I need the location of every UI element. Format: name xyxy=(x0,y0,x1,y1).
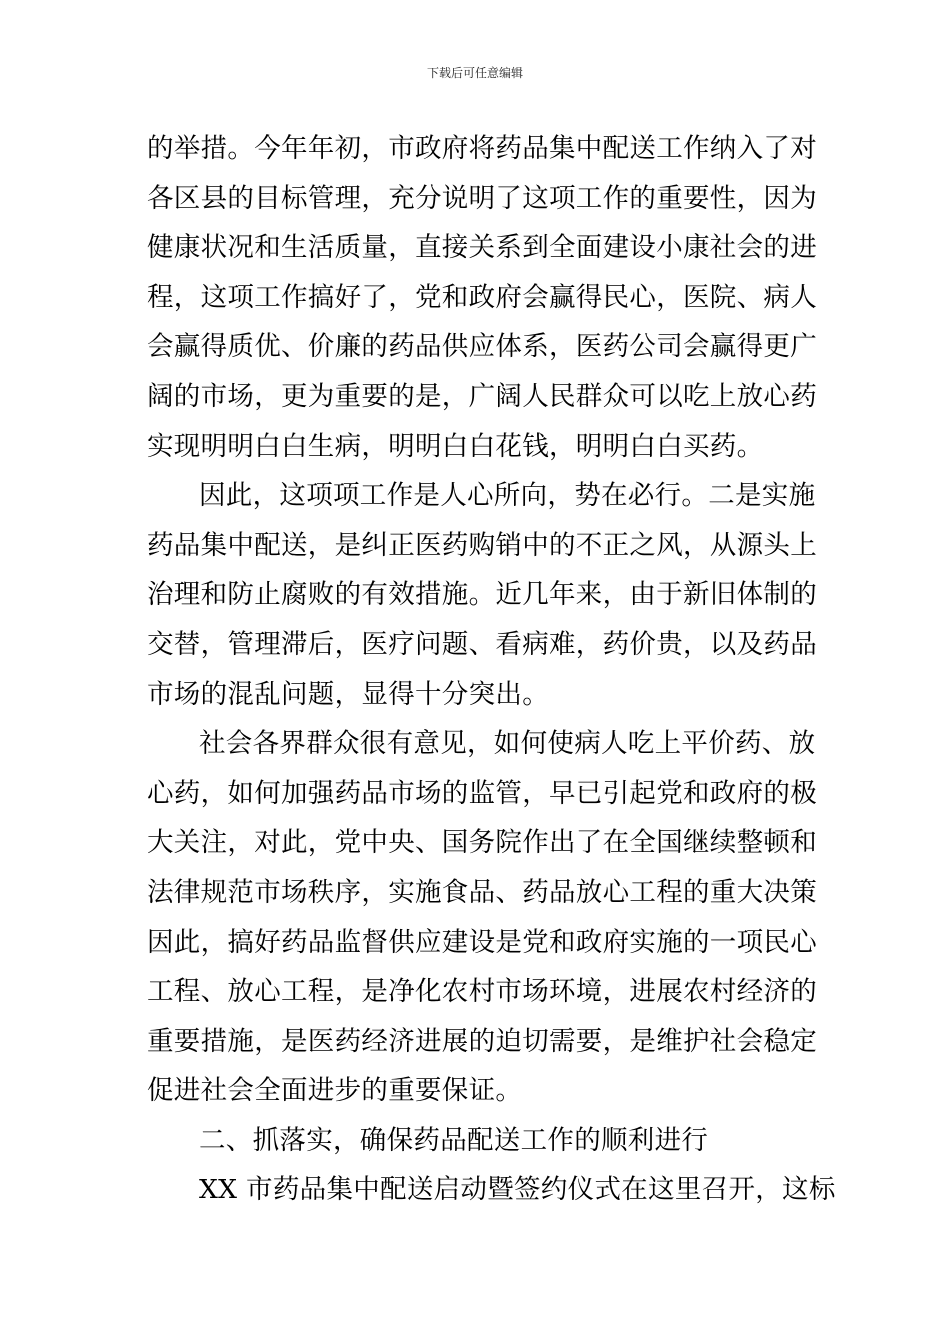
text-line: 促进社会全面进步的重要保证。 xyxy=(147,1075,523,1107)
text-line: 实现明明白白生病，明明白白花钱，明明白白买药。 xyxy=(147,430,764,462)
text-line: 交替，管理滞后，医疗问题、看病难，药价贵，以及药品 xyxy=(147,628,817,660)
text-line: 阔的市场，更为重要的是，广阔人民群众可以吃上放心药 xyxy=(147,380,817,412)
text-line: 各区县的目标管理，充分说明了这项工作的重要性，因为 xyxy=(147,182,817,214)
text-line: 重要措施，是医药经济进展的迫切需要，是维护社会稳定 xyxy=(147,1025,817,1057)
text-line: 大关注，对此，党中央、国务院作出了在全国继续整顿和 xyxy=(147,827,817,859)
text-line: 治理和防止腐败的有效措施。近几年来，由于新旧体制的 xyxy=(147,579,817,611)
paragraph-start-line: 社会各界群众很有意见，如何使病人吃上平价药、放 xyxy=(199,728,816,760)
text-line: 市场的混乱问题，显得十分突出。 xyxy=(147,678,549,710)
text-line: 法律规范市场秩序，实施食品、药品放心工程的重大决策 xyxy=(147,876,817,908)
paragraph-start-line: 因此，这项项工作是人心所向，势在必行。二是实施 xyxy=(199,480,816,512)
page-header: 下载后可任意编辑 xyxy=(426,66,523,80)
text-line: 健康状况和生活质量，直接关系到全面建设小康社会的进 xyxy=(147,232,817,264)
text-line: 工程、放心工程，是净化农村市场环境，进展农村经济的 xyxy=(147,976,817,1008)
text-line: 程，这项工作搞好了，党和政府会赢得民心，医院、病人 xyxy=(147,281,817,313)
text-line: 因此，搞好药品监督供应建设是党和政府实施的一项民心 xyxy=(147,926,817,958)
text-line: 会赢得质优、价廉的药品供应体系，医药公司会赢得更广 xyxy=(147,331,817,363)
text-line: 心药，如何加强药品市场的监管，早已引起党和政府的极 xyxy=(147,777,817,809)
text-line: 药品集中配送，是纠正医药购销中的不正之风，从源头上 xyxy=(147,529,817,561)
document-body xyxy=(147,124,836,1215)
section-heading: 二、抓落实，确保药品配送工作的顺利进行 xyxy=(199,1124,709,1156)
text-line: 的举措。今年年初，市政府将药品集中配送工作纳入了对 xyxy=(147,133,817,164)
paragraph-start-line: XX 市药品集中配送启动暨签约仪式在这里召开，这标 xyxy=(199,1174,836,1206)
